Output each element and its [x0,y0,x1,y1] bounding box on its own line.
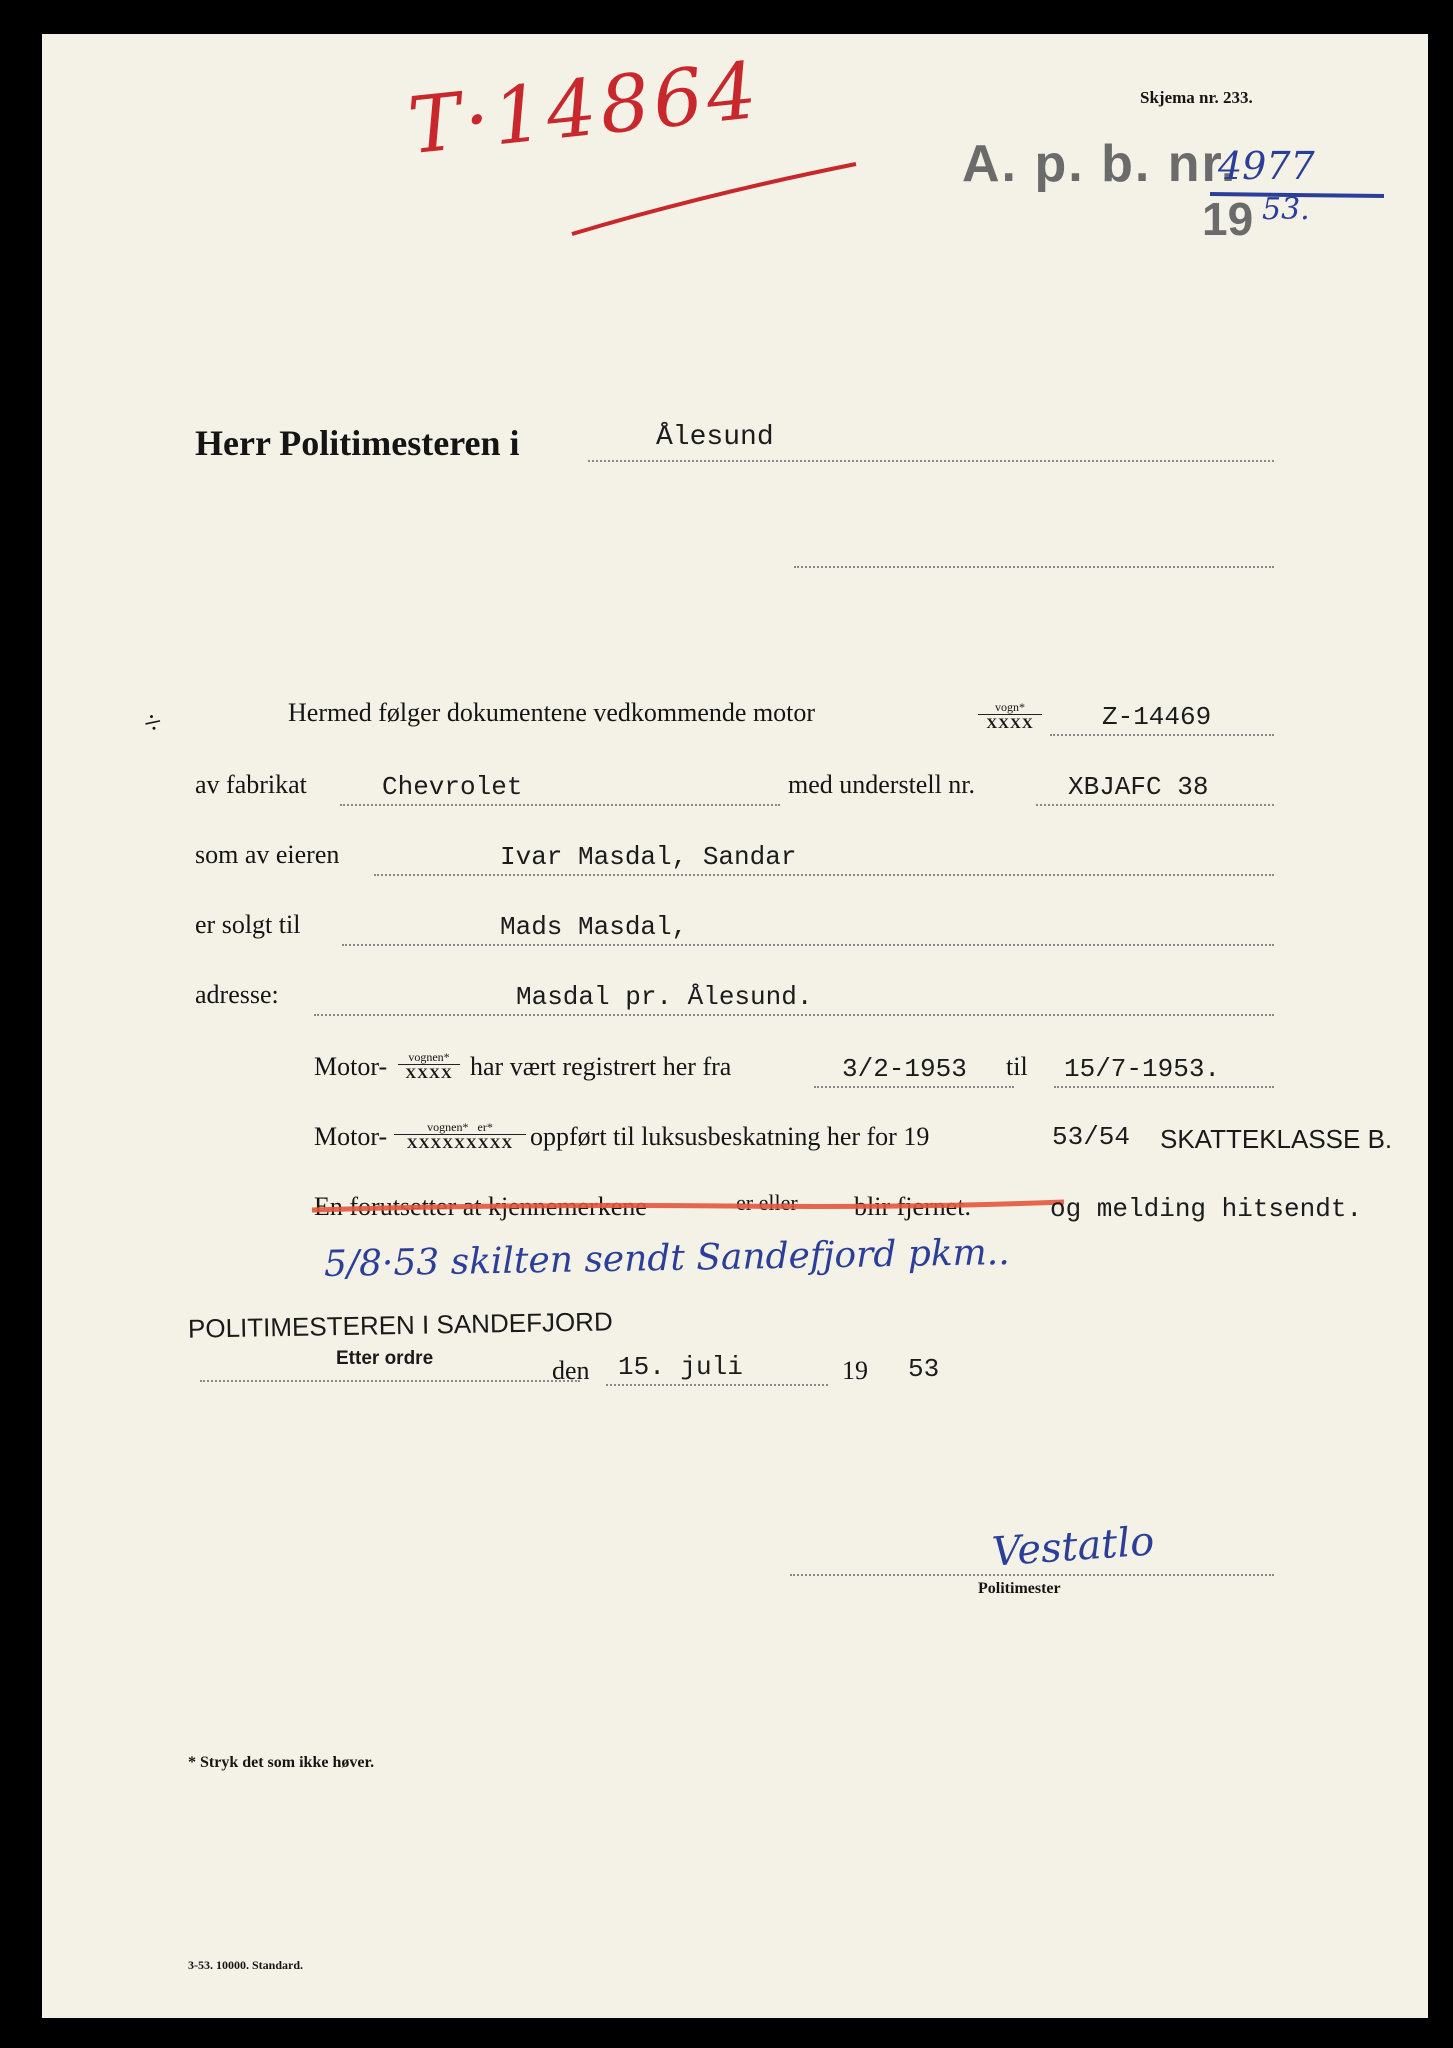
handwritten-reference: T·14864 [404,45,765,173]
division-mark: ÷ [140,702,166,742]
frac-top: vognen* er* [427,1120,493,1134]
date-line [606,1384,828,1386]
vognen-fraction [398,1050,460,1083]
addressee-line-2 [794,566,1274,568]
etter-ordre: Etter ordre [336,1348,434,1369]
frac-bottom: XXXX [978,714,1042,733]
understell-line [1036,804,1274,806]
apb-stamp: A. p. b. nr. [962,135,1238,193]
strike-through-line [308,1194,1068,1224]
forut-end: blir fjernet. [854,1192,971,1221]
eier-value: Ivar Masdal, Sandar [500,842,797,872]
reg-label: har vært registrert her fra [470,1052,732,1081]
lux-fraction [394,1120,526,1153]
date-value: 15. juli [618,1352,743,1382]
date-label: den [552,1356,590,1385]
lux-prefix: Motor- [314,1122,388,1151]
lux-year: 53/54 [1052,1122,1131,1152]
reg-to: 15/7-1953. [1064,1054,1221,1084]
solgt-line [342,944,1274,946]
year-value: 53 [908,1354,940,1384]
reg-from: 3/2-1953 [842,1054,967,1084]
vogn-fraction [978,700,1042,733]
addressee-label: Herr Politimesteren i [195,423,520,463]
reg-from-line [814,1086,1014,1088]
understell-label: med understell nr. [788,770,976,799]
vehicle-reg-number: Z-14469 [1102,702,1212,732]
apb-number: 4977 [1218,144,1315,188]
footnote: * Stryk det som ikke høver. [188,1754,375,1771]
signature-title: Politimester [978,1580,1061,1597]
documents-text: Hermed følger dokumentene vedkommende motor [288,698,816,727]
reg-to-line [1054,1086,1274,1088]
understell-value: XBJAFC 38 [1068,772,1209,802]
addressee-value: Ålesund [656,422,774,453]
fabrikat-value: Chevrolet [382,772,523,802]
forut-added: og melding hitsendt. [1050,1194,1363,1224]
fabrikat-line [340,804,780,806]
adresse-value: Masdal pr. Ålesund. [516,982,813,1012]
eier-label: som av eieren [195,840,340,869]
adresse-line [314,1014,1274,1016]
document-page [42,34,1428,2018]
reg-til: til [1006,1052,1028,1081]
year-prefix: 19 [842,1356,868,1385]
solgt-value: Mads Masdal, [500,912,688,942]
frac-top: vognen* [408,1050,450,1064]
reg-prefix: Motor- [314,1052,388,1081]
lux-class-stamp: SKATTEKLASSE B. [1160,1124,1393,1154]
print-info: 3-53. 10000. Standard. [188,1958,304,1972]
forut-text: En forutsetter at kjennemerkene [314,1192,647,1221]
lux-label: oppført til luksusbeskatning her for 19 [530,1122,930,1151]
eier-line [374,874,1274,876]
schema-number: Skjema nr. 233. [1140,88,1253,107]
forut-x: er eller [736,1190,798,1215]
frac-bottom: XXXXXXXXX [394,1134,526,1153]
signature-line-left [200,1380,580,1382]
handwritten-note: 5/8·53 skilten sendt Sandefjord pkm.. [323,1232,1010,1285]
apb-year-prefix: 19 [1202,193,1254,245]
solgt-label: er solgt til [195,910,301,939]
reg-number-line [1050,734,1274,736]
adresse-label: adresse: [195,980,279,1009]
fabrikat-label: av fabrikat [195,770,307,799]
frac-top: vogn* [995,700,1025,714]
apb-year-suffix: 53. [1262,192,1310,227]
police-stamp: POLITIMESTEREN I SANDEFJORD [187,1306,613,1344]
frac-bottom: XXXX [398,1064,460,1083]
signature-line-right [790,1574,1274,1576]
police-chief-signature: Vestatlo [990,1518,1156,1576]
reference-underline [566,154,866,244]
addressee-line [588,460,1274,462]
